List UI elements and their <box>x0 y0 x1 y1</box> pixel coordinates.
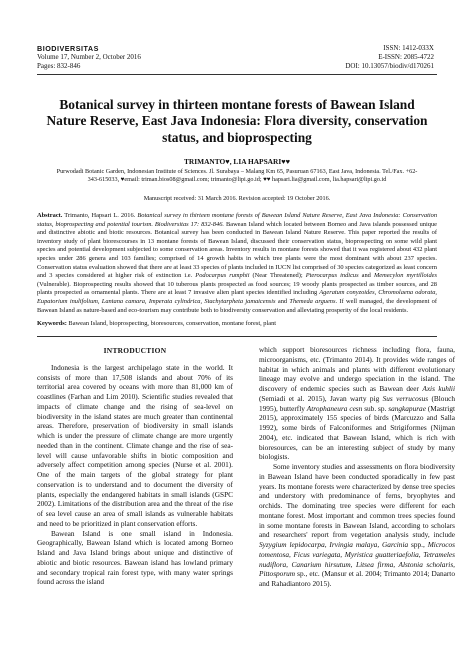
keywords-text: Bawean Island, bioprospecting, bioresources, conservation, montane forest, plant <box>66 320 277 327</box>
journal-eissn: E-ISSN: 2085-4722 <box>378 53 434 61</box>
species-name: Podocarpus rumphii <box>195 272 250 280</box>
species-name: Microcos tomentosa, Ficus variegata, Myristica guatteriaefolia, Tetrameles nudiflora, Canarium hirsutum, Litsea firma, Alstonia scholaris, Pittosporum <box>259 540 455 579</box>
text-run: sp., etc. (Mansur et al. 2004; Trimanto 2014; Danarto and Rahadiantoro 2015). <box>259 569 455 588</box>
text-run: (Mastrigt 2015), approximately 155 species of birds (Marcuzzo and Salla 1992), some birds of Falconiformes and Strigiformes (Nijman 2004), etc. indicated that Bawean Island, which is rich with bioresources, can be an interesting subject of study by many biologists. <box>259 403 456 462</box>
species-name: Atrophaneura cesn <box>306 403 363 413</box>
abstract-label: Abstract. <box>37 212 63 219</box>
text-run: (Semiadi et al. 2015), Javan warty pig <box>259 393 383 403</box>
journal-doi: DOI: 10.13057/biodiv/d170261 <box>345 62 434 70</box>
journal-issn: ISSN: 1412-033X <box>383 44 434 52</box>
right-column <box>259 345 455 589</box>
species-name: Themeda arguens <box>289 297 336 305</box>
abstract-citation-title: Botanical survey in thirteen montane forests of Bawean Island Nature Reserve, East Java Indonesia: Conservation status, bioprospecting and potential tourism. Biodiversitas 17: 832-846. <box>37 212 438 228</box>
species-name: Sus verrucosus <box>382 393 429 403</box>
text-run: which support bioresources richness including flora, fauna, microorganisms, etc. (Trimanto 2014). It provides wide ranges of habitat in which animals and plants with different evolutionary lineage may evolve and undergo speciation in the island. The discovery of endemic species such as Bawean deer <box>259 345 455 393</box>
paper-authors: TRIMANTO♥, LIA HAPSARI♥♥ <box>183 157 291 166</box>
journal-pages: Pages: 832-846 <box>37 62 81 70</box>
header-divider <box>37 74 437 75</box>
keywords <box>37 320 437 329</box>
text-run: sub. sp. <box>362 403 389 413</box>
abstract-divider <box>37 336 437 337</box>
abstract-body: Bawean Island which located between Borneo and Java islands possessed unique and distinctive abiotic and biotic resources. Botanical survey has been conducted in Bawean Island Nature Reserve. This paper reported the results of inventory study of plant biorescourses in 13 montane forests of Bawean Island, discussed their conservation status, bioprospecting on some wild plant species and potential development subjected to some conservation areas. Inventory results in montane forests showed that it was registered about 432 plant species under 286 genera and 103 families; comprised of 14 growth habits in which tree plants were the most dominant with about 237 species. Conservation status evaluation showed that there are at least 33 species of plants included in IUCN list comprised of 30 species categorized as least concern and 3 species considered at higher risk of extinction i.e. <box>37 220 437 280</box>
paper-title: Botanical survey in thirteen montane forests of Bawean Island Nature Reserve, East Java Indonesia: Flora diversity, conservation status, and bioprospecting <box>46 97 428 145</box>
paragraph <box>259 345 455 462</box>
text-run: (Blouch 1995), butterfly <box>259 393 455 413</box>
abstract-body: . If well managed, the development of Bawean Island as nature-based and eco-tourism may contribute both to biodiversity conservation and alleviating prosperity of the local residents. <box>37 297 437 314</box>
paragraph: Bawean Island is one small island in Indonesia. Geographically, Bawean Island which is located among Borneo Island and Java Island brings about unique and distinctive of abiotic and biotic resources. Bawean island has lowland primary and secondary tropical rain forest type, with many water springs found across the island <box>37 528 233 587</box>
abstract-body: and <box>275 297 290 305</box>
abstract-body: (Vulnerable). Bioprospecting results showed that 10 tuberous plants prospected as food sources; 19 woody plants prospected as timber sources, and 28 plants prospected as ornamental plants. There are at least 7 invasive alien plant species identified including <box>37 280 437 297</box>
abstract <box>37 212 437 315</box>
paragraph: Indonesia is the largest archipelago state in the world. It consists of more than 17,508 islands and about 70% of its territorial area covered by oceans with more than 81,000 km of coastlines (Farhan and Lim 2010). Scientific studies revealed that impacts of climate change and the rising of sea-level on biodiversity in the island states are much greater than continental areas. Therefore, preservation of biodiversity in small islands which is under the pressure of climate change are more urgently needed than in the continent. Climate change and the rise of sea-level will cause unfavorable shifts in biotic composition and adversely affect competition among species (Nurse et al. 2001). One of the main targets of the global strategy for plant conservation is to understand and to document the diversity of plants, especially the endangered habitats in small islands (GSPC 2002). Limitations of the distribution area and the threat of the rise of sea level cause an area of small islands as vulnerable habitats and need to be prioritized in plant conservation efforts. <box>37 362 233 528</box>
journal-header-right <box>345 44 434 71</box>
keywords-label: Keywords: <box>37 320 67 327</box>
abstract-citation: Trimanto, Hapsari L. 2016. <box>62 212 138 219</box>
journal-volume: Volume 17, Number 2, October 2016 <box>37 53 141 61</box>
left-column <box>37 345 233 587</box>
journal-name: BIODIVERSITAS <box>37 44 99 53</box>
species-name: Ageratum conyzoides, Chromolaena odorata, Eupatorium inulifolium, Lantana camara, Imperata cylindrica, Stachytarpheta jamaicensis <box>37 289 438 305</box>
species-name: Pterocarpus indicus <box>305 272 359 280</box>
journal-header-left <box>37 44 141 71</box>
text-run: Some inventory studies and assessments on flora biodiversity in Bawean Island have been conducted sporadically in few past years. Its montane forests were characterized by dense tree species and understory with predominance of ferns, bryophytes and orchids. The dominating tree species were different for each montane forest. Most important and common trees species found in some montane forests in Bawean Island, according to scholars and researchers' report from vegetation analysis study, include <box>259 462 455 540</box>
species-name: Axis kuhlii <box>422 384 455 393</box>
text-run: spp., <box>408 540 428 549</box>
species-name: Memecylon myrtilloides <box>373 272 437 280</box>
paragraph <box>259 462 455 589</box>
abstract-body: (Near Threatened); <box>249 272 306 280</box>
author-affiliation: Purwodadi Botanic Garden, Indonesian Institute of Sciences. Jl. Surabaya – Malang Km 65, Pasuruan 67163, East Java, Indonesia. Tel./Fax. +62-343-615033, ♥email: triman.bios08@gmail.com; trimanto@lipi.go.id; ♥♥ hapsari.lia@gmail.com, lia.hapsari@lipi.go.id <box>56 168 418 184</box>
section-heading: INTRODUCTION <box>103 346 167 355</box>
species-name: Syzygium lepidocarpa, Irvingia malaya, Garcinia <box>259 540 409 549</box>
abstract-body: and <box>358 272 374 280</box>
species-name: sangkapurae <box>388 403 426 413</box>
manuscript-dates: Manuscript received: 31 March 2016. Revision accepted: 19 October 2016. <box>143 195 331 202</box>
